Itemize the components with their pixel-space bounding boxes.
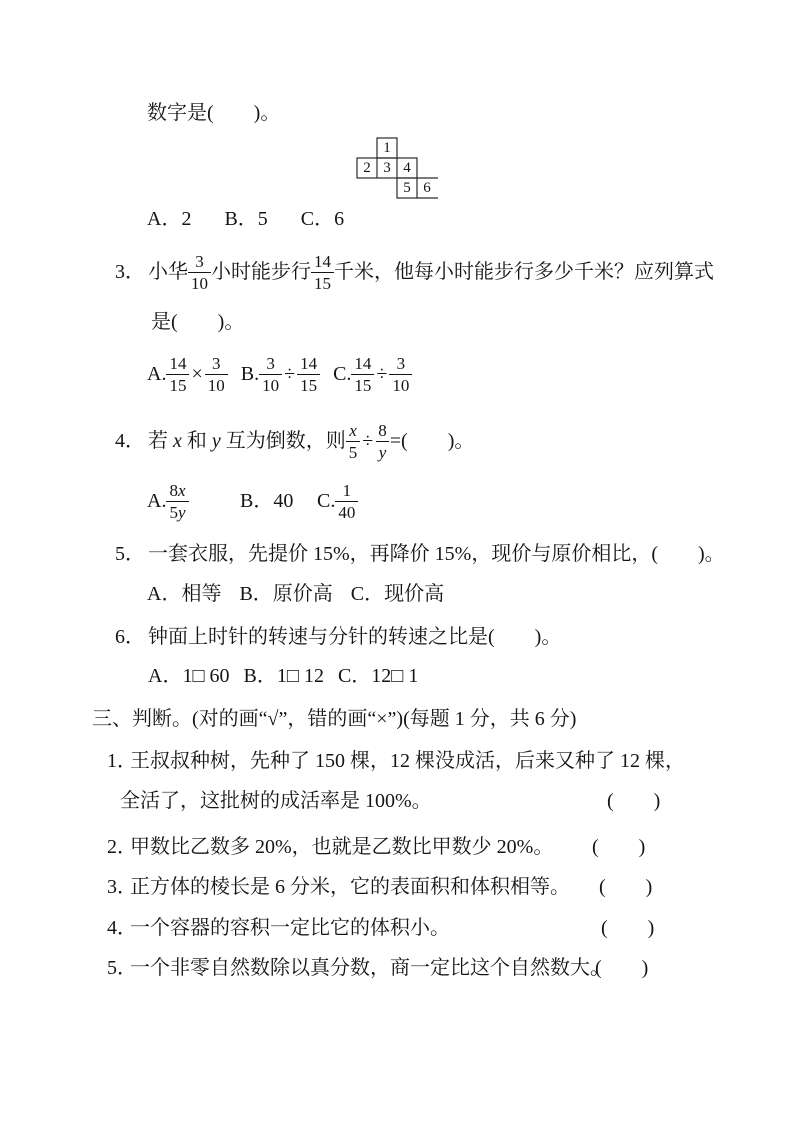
judge-3-text: 正方体的棱长是 6 分米，它的表面积和体积相等。 xyxy=(130,876,570,898)
stem-text: 小时能步行 xyxy=(211,261,311,283)
question-number: 6． xyxy=(115,626,145,648)
question-number: 4． xyxy=(115,430,145,452)
question-2-options xyxy=(147,209,344,229)
question-number: 2． xyxy=(107,836,137,858)
net-cell-1: 1 xyxy=(383,140,391,156)
question-6-stem: 钟面上时针的转速与分针的转速之比是( )。 xyxy=(148,626,562,648)
question-number: 3． xyxy=(115,261,145,283)
question-5-options xyxy=(147,584,444,604)
judge-5-text: 一个非零自然数除以真分数，商一定比这个自然数大。 xyxy=(130,957,610,979)
option-b: B. $\frac{3}{10}$ ÷ $\frac{14}{15}$ xyxy=(241,355,320,394)
option-c: C．6 xyxy=(300,208,345,230)
variable-y: y xyxy=(211,430,221,452)
fraction-14-15: $\frac{14}{15}$ xyxy=(297,355,320,394)
divide-operator: ÷ xyxy=(362,430,374,452)
net-cell-4: 4 xyxy=(403,160,411,176)
answer-parentheses: ( ) xyxy=(607,790,661,812)
question-5-stem: 一套衣服，先提价 15%，再降价 15%，现价与原价相比，( )。 xyxy=(148,543,725,565)
question-3-stem-line-2: 是( )。 xyxy=(151,311,245,333)
cube-net-diagram xyxy=(353,136,443,202)
section-3-heading: 三、判断。(对的画“√”，错的画“×”)(每题 1 分，共 6 分) xyxy=(92,708,577,730)
option-a: A．1□ 60 xyxy=(148,665,230,687)
stem-text: =( )。 xyxy=(389,430,475,452)
option-c: C. $\frac{14}{15}$ ÷ $\frac{3}{10}$ xyxy=(333,355,412,394)
question-number: 5． xyxy=(107,957,137,979)
option-a: A. $\frac{14}{15}$ × $\frac{3}{10}$ xyxy=(147,355,228,394)
judge-2-text: 甲数比乙数多 20%，也就是乙数比甲数少 20%。 xyxy=(130,836,554,858)
question-number: 3． xyxy=(107,876,137,898)
fraction-3-10: $\frac{3}{10}$ xyxy=(259,355,282,394)
option-a: A. $\frac{8x}{5y}$ xyxy=(147,480,189,522)
answer-parentheses: ( ) xyxy=(592,836,646,858)
option-b: B．5 xyxy=(224,208,268,230)
stem-text: 小华 xyxy=(148,261,188,283)
judge-1-line-1: 王叔叔种树，先种了 150 棵，12 棵没成活，后来又种了 12 棵， xyxy=(130,750,685,772)
fraction-1-40: $\frac{1}{40}$ xyxy=(335,482,358,521)
question-6-options xyxy=(148,666,418,686)
option-c: C. $\frac{1}{40}$ xyxy=(317,480,358,522)
question-number: 4． xyxy=(107,917,137,939)
fraction-3-10: $\frac{3}{10}$ xyxy=(205,355,228,394)
net-cell-3: 3 xyxy=(383,160,391,176)
option-c: C．现价高 xyxy=(350,583,445,605)
option-b: B．40 xyxy=(240,490,294,512)
multiply-operator: × xyxy=(191,363,203,385)
fraction-14-15: $\frac{14}{15}$ xyxy=(311,253,334,292)
question-3-options xyxy=(147,353,412,395)
question-4-stem xyxy=(115,420,474,462)
question-3-stem xyxy=(115,251,714,293)
question-2-stem-tail: 数字是( )。 xyxy=(147,102,281,124)
fraction-3-10: $\frac{3}{10}$ xyxy=(188,253,211,292)
net-cell-5: 5 xyxy=(403,180,411,196)
option-a: A．相等 xyxy=(147,583,222,605)
answer-parentheses: ( ) xyxy=(601,917,655,939)
question-number: 1． xyxy=(107,750,137,772)
option-b: B．1□ 12 xyxy=(243,665,324,687)
net-cell-2: 2 xyxy=(363,160,371,176)
net-cell-6: 6 xyxy=(423,180,431,196)
answer-parentheses: ( ) xyxy=(595,957,649,979)
stem-text: 千米，他每小时能步行多少千米？应列算式 xyxy=(334,261,714,283)
divide-operator: ÷ xyxy=(284,363,296,385)
option-a: A．2 xyxy=(147,208,192,230)
stem-text: 和 xyxy=(186,430,207,452)
answer-parentheses: ( ) xyxy=(599,876,653,898)
fraction-x-5: $\frac{x}{5}$ xyxy=(346,422,361,461)
question-number: 5． xyxy=(115,543,145,565)
option-b: B．原价高 xyxy=(239,583,333,605)
stem-text: 互为倒数，则 xyxy=(225,430,346,452)
fraction-3-10: $\frac{3}{10}$ xyxy=(389,355,412,394)
variable-x: x xyxy=(173,430,182,452)
judge-1-line-2: 全活了，这批树的成活率是 100%。 xyxy=(120,790,432,812)
stem-text: 若 xyxy=(148,430,168,452)
fraction-8x-5y: $\frac{8x}{5y}$ xyxy=(166,482,188,521)
divide-operator: ÷ xyxy=(376,363,388,385)
fraction-14-15: $\frac{14}{15}$ xyxy=(351,355,374,394)
judge-4-text: 一个容器的容积一定比它的体积小。 xyxy=(130,917,450,939)
option-c: C．12□ 1 xyxy=(337,665,419,687)
fraction-8-y: $\frac{8}{y}$ xyxy=(375,422,390,461)
question-4-options xyxy=(147,480,547,522)
fraction-14-15: $\frac{14}{15}$ xyxy=(166,355,189,394)
